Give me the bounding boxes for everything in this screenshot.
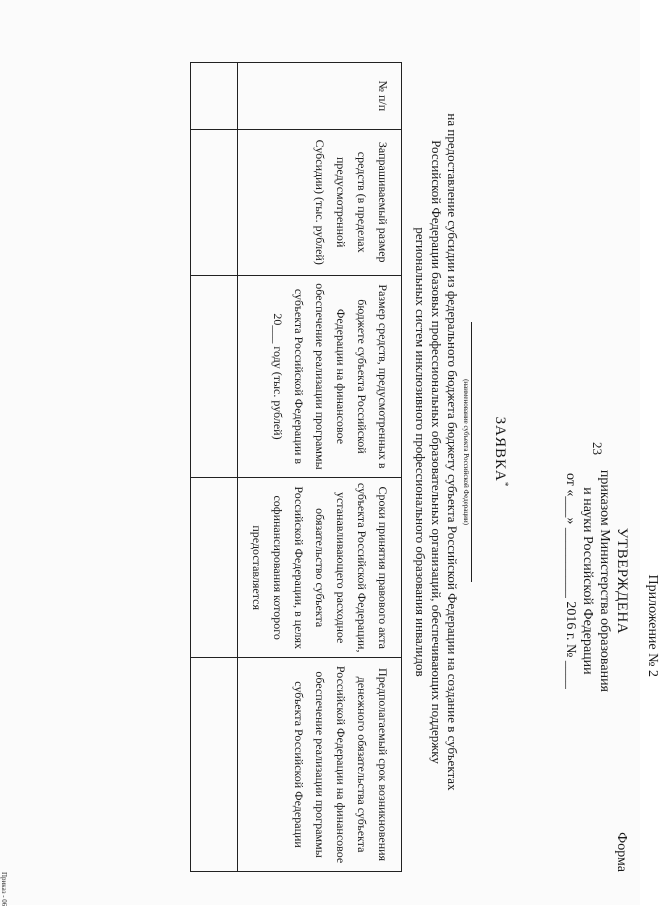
appendix-label: Приложение № 2 [645,574,660,677]
table-header-row [238,63,402,872]
document-title [492,417,508,488]
table-cell [191,275,238,478]
purpose-text [412,42,460,862]
application-table [190,62,402,872]
table-cell [191,478,238,658]
column-header-deadline: Сроки принятия правового акта субъекта Российской Федерации, устанавливающего расходное обязательство субъекта Российской Федерации, в целях софинансирования которого предоставляется [238,478,402,658]
table-cell [191,63,238,130]
table-row [191,63,238,872]
rotated-form [20,22,660,882]
purpose-line-3: региональных систем инклюзивного профессионального образования инвалидов [413,227,428,677]
purpose-line-1: на предоставление субсидии из федерального бюджета бюджету субъекта Российской Федерации на создание в субъектах [445,113,460,791]
subject-underline [471,322,472,582]
table-cell [191,658,238,872]
title-block [491,152,510,752]
approval-line-3: от «___» __________ 2016 г. № ____ [563,472,578,689]
approval-heading: УТВЕРЖДЕНА [614,527,630,635]
footer-code: Приказ - 06 [0,872,8,906]
page-number: 23 [590,442,605,455]
approval-line-2: и науки Российской Федерации [580,487,595,675]
approval-line-1: приказом Министерства образования [597,469,612,692]
approval-block [562,470,630,692]
column-header-requested: Запрашиваемый размер средств (в пределах предусмотренной Субсидии) (тыс. рублей) [238,129,402,275]
table-cell [191,129,238,275]
document-title-text: ЗАЯВКА [492,416,508,482]
form-label: Форма [614,832,629,872]
subject-caption: (наименование субъекта Российской Федерации) [462,379,470,525]
purpose-line-2: Российской Федерации базовых профессиональных образовательных организаций, обеспечивающих поддержку [429,140,444,764]
column-header-number: № п/п [238,63,402,130]
column-header-obligation-term: Предполагаемый срок возникновения денежного обязательства субъекта Российской Федерации на финансовое обеспечение реализации программы субъекта Российской Федерации [238,658,402,872]
column-header-budget: Размер средств, предусмотренных в бюджете субъекта Российской Федерации на финансовое обеспечение реализации программы субъекта Российской Федерации в 20___ году (тыс. рублей) [238,275,402,478]
title-footnote-mark: * [500,481,510,488]
